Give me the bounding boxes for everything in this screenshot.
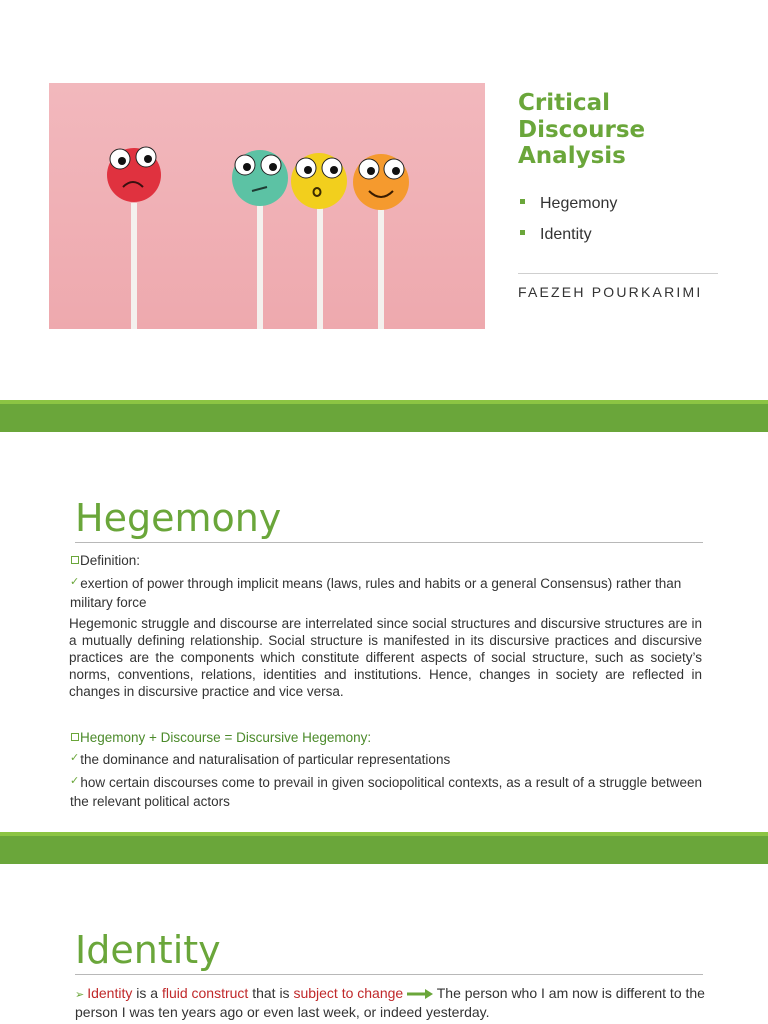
orange-lollipop [353, 154, 409, 210]
statement-text: is a [132, 985, 162, 1001]
highlight-word: fluid construct [161, 985, 249, 1001]
point-item [70, 774, 702, 810]
definition-label: Definition: [80, 553, 141, 568]
divider [518, 273, 718, 274]
arrow-bullet-icon: ➢ [75, 989, 85, 1001]
presentation-title [518, 90, 748, 170]
hegemony-paragraph: Hegemonic struggle and discourse are interrelated since social structures and discursive structures are in a mutually defining relationship. Social structure is manifested in its discursive practices and discursive practices are the components which constitute different aspects of social structure, such as society’s norms, conventions, relations, identities and institutions. Hence, changes in society are reflected in changes in discursive practice and vice versa. [69, 616, 702, 699]
title-line: Analysis [518, 143, 626, 169]
checkmark-icon: ✓ [70, 752, 80, 764]
definition-heading [71, 552, 711, 569]
topic-item [518, 225, 617, 256]
point-item [70, 751, 704, 770]
point-text: how certain discourses come to prevail in given sociopolitical contexts, as a result of a struggle between the relevant political actors [70, 775, 703, 809]
subhead-text: Hegemony + Discourse = Discursive Hegemony: [80, 730, 372, 745]
hollow-square-bullet-icon [71, 733, 79, 741]
statement-text: The person who I am now is different to the person I was ten years ago or even last week, or indeed yesterday. [75, 985, 705, 1020]
highlight-word: subject to change [293, 985, 404, 1001]
hollow-square-bullet-icon [71, 556, 79, 564]
author-name: FAEZEH POURKARIMI [518, 284, 703, 300]
highlight-word: Identity [87, 985, 133, 1001]
slide-title: Identity [75, 928, 221, 972]
checkmark-icon: ✓ [70, 576, 80, 588]
definition-point [70, 575, 704, 611]
yellow-lollipop [291, 153, 347, 209]
lollipop-stick [131, 203, 137, 329]
title-underline [75, 974, 703, 975]
square-bullet-icon [520, 199, 525, 204]
slide-title [0, 0, 768, 400]
identity-statement [75, 985, 705, 1021]
square-bullet-icon [520, 230, 525, 235]
lollipops-illustration [49, 83, 485, 329]
slide-title: Hegemony [75, 496, 282, 540]
slide-separator [0, 400, 768, 432]
slide-hegemony [0, 432, 768, 832]
lollipop-stick [378, 203, 384, 329]
topic-label: Identity [540, 226, 592, 243]
red-sad-lollipop [107, 147, 161, 202]
title-underline [75, 542, 703, 543]
discursive-hegemony-heading [71, 729, 711, 746]
slide-separator [0, 832, 768, 864]
lollipops-photo [49, 83, 485, 329]
topic-label: Hegemony [540, 195, 618, 212]
right-arrow-icon [407, 989, 433, 999]
point-text: the dominance and naturalisation of particular representations [80, 752, 451, 767]
checkmark-icon: ✓ [70, 775, 80, 787]
statement-text: that is [248, 985, 294, 1001]
lollipop-stick [257, 201, 263, 329]
topics-list [518, 194, 617, 256]
teal-lollipop [232, 150, 288, 206]
title-line: Critical [518, 90, 611, 116]
title-line: Discourse [518, 116, 646, 143]
slide-identity [0, 864, 768, 1024]
definition-text: exertion of power through implicit means (laws, rules and habits or a general Consensus) rather than military force [70, 576, 682, 610]
topic-item [518, 194, 617, 225]
lollipop-stick [317, 203, 323, 329]
